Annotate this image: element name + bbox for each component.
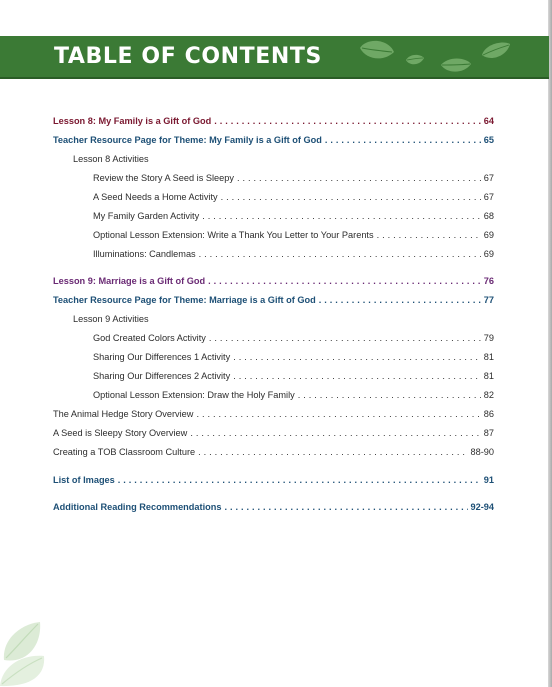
toc-entry[interactable] <box>53 116 494 126</box>
toc-entry-title: Lesson 9: Marriage is a Gift of God <box>53 276 206 286</box>
toc-entry-page: 91 <box>483 475 494 485</box>
toc-entry-title: Sharing Our Differences 1 Activity <box>93 352 231 362</box>
toc-entry-page: 77 <box>483 295 494 305</box>
toc-entry[interactable] <box>93 192 494 202</box>
leader-dots <box>319 295 481 305</box>
toc-entry[interactable] <box>53 409 494 419</box>
leader-dots <box>237 173 481 183</box>
leader-dots <box>202 211 481 221</box>
toc-entry-title: A Seed is Sleepy Story Overview <box>53 428 188 438</box>
toc-entry-title: Review the Story A Seed is Sleepy <box>93 173 234 183</box>
header-banner <box>0 36 549 79</box>
toc-entry[interactable] <box>93 249 494 259</box>
page-title: TABLE OF CONTENTS <box>54 44 322 69</box>
toc-entry-page: 69 <box>483 249 494 259</box>
toc-entry-title: List of Images <box>53 475 115 485</box>
leader-dots <box>199 249 481 259</box>
toc-entry[interactable] <box>93 333 494 343</box>
leader-dots <box>221 192 481 202</box>
toc-entry-page: 67 <box>483 173 494 183</box>
toc-subheading <box>73 154 494 164</box>
toc-entry[interactable] <box>93 230 494 240</box>
toc-entry-page: 67 <box>483 192 494 202</box>
toc-entry[interactable] <box>53 475 494 485</box>
leaf-icon <box>0 620 70 687</box>
toc-entry-page: 69 <box>483 230 494 240</box>
toc-entry[interactable] <box>53 428 494 438</box>
toc-entry[interactable] <box>93 390 494 400</box>
leader-dots <box>196 409 480 419</box>
toc-entry-title: Teacher Resource Page for Theme: Marriage is a Gift of God <box>53 295 316 305</box>
toc-entry-page: 65 <box>483 135 494 145</box>
toc-entry-title: Creating a TOB Classroom Culture <box>53 447 196 457</box>
toc-subheading <box>73 314 494 324</box>
toc-entry-title: Optional Lesson Extension: Write a Thank You Letter to Your Parents <box>93 230 374 240</box>
toc-entry-title: Illuminations: Candlemas <box>93 249 196 259</box>
toc-entry-page: 81 <box>483 352 494 362</box>
toc-entry-title: My Family Garden Activity <box>93 211 200 221</box>
toc-entry-page: 82 <box>483 390 494 400</box>
leader-dots <box>198 447 467 457</box>
page-edge <box>548 0 552 687</box>
leaf-icon <box>481 40 511 62</box>
leader-dots <box>233 371 481 381</box>
toc-entry[interactable] <box>53 276 494 286</box>
toc-entry-page: 86 <box>483 409 494 419</box>
toc-entry-title: Lesson 8: My Family is a Gift of God <box>53 116 212 126</box>
leader-dots <box>118 475 481 485</box>
toc-entry-title: Sharing Our Differences 2 Activity <box>93 371 231 381</box>
leader-dots <box>233 352 481 362</box>
toc-entry-title: A Seed Needs a Home Activity <box>93 192 218 202</box>
leader-dots <box>325 135 481 145</box>
leader-dots <box>377 230 481 240</box>
toc-entry-title: Additional Reading Recommendations <box>53 502 222 512</box>
leader-dots <box>298 390 481 400</box>
toc-entry-page: 87 <box>483 428 494 438</box>
toc-entry-title: Teacher Resource Page for Theme: My Family is a Gift of God <box>53 135 322 145</box>
toc-entry-page: 88-90 <box>470 447 494 457</box>
toc-entry[interactable] <box>53 135 494 145</box>
toc-entry-page: 92-94 <box>470 502 494 512</box>
toc-entry[interactable] <box>93 371 494 381</box>
leader-dots <box>190 428 480 438</box>
toc-entry-page: 79 <box>483 333 494 343</box>
leader-dots <box>224 502 467 512</box>
toc-entry[interactable] <box>53 295 494 305</box>
toc-entry-page: 81 <box>483 371 494 381</box>
toc-entry-page: 68 <box>483 211 494 221</box>
leaf-icon <box>405 53 425 67</box>
toc-entry-title: God Created Colors Activity <box>93 333 206 343</box>
leader-dots <box>209 333 481 343</box>
toc-entry[interactable] <box>93 352 494 362</box>
toc-entry[interactable] <box>53 447 494 457</box>
toc-entry-title: The Animal Hedge Story Overview <box>53 409 194 419</box>
toc-entry[interactable] <box>93 211 494 221</box>
toc-entry-title: Lesson 8 Activities <box>73 154 149 164</box>
leader-dots <box>208 276 481 286</box>
toc-entry-page: 64 <box>483 116 494 126</box>
toc-entry-title: Lesson 9 Activities <box>73 314 149 324</box>
toc-entry-title: Optional Lesson Extension: Draw the Holy Family <box>93 390 295 400</box>
toc-entry-page: 76 <box>483 276 494 286</box>
toc-entry[interactable] <box>93 173 494 183</box>
leaf-icon <box>440 56 472 74</box>
toc-entry[interactable] <box>53 502 494 512</box>
leaf-icon <box>358 38 396 62</box>
leader-dots <box>214 116 481 126</box>
